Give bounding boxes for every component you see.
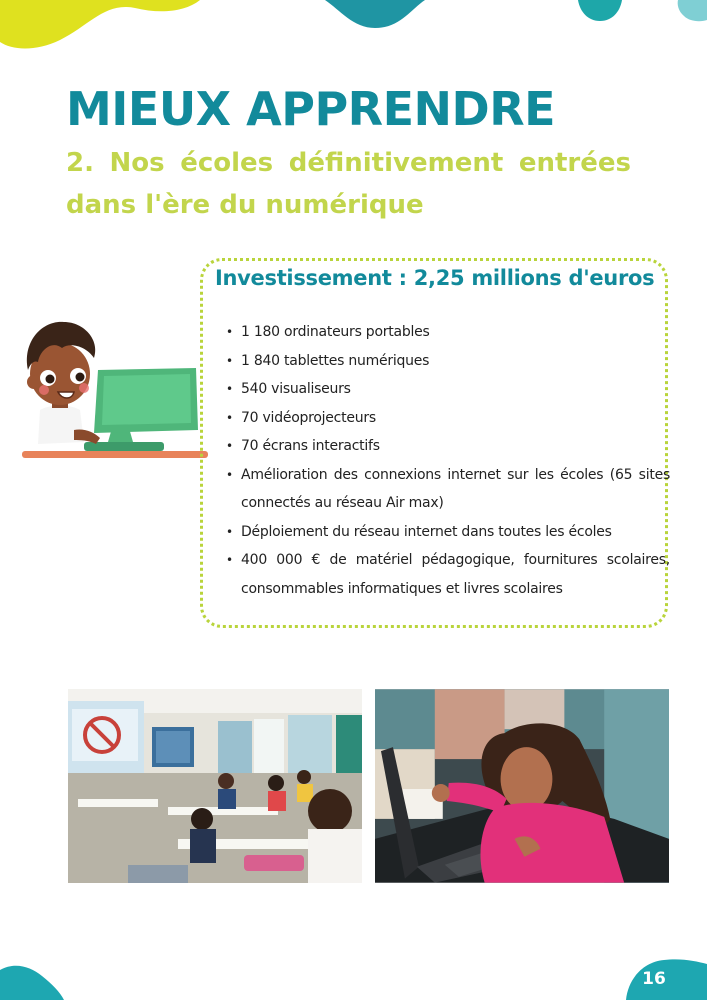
page-title: MIEUX APPRENDRE [66, 82, 556, 136]
top-teal-blob [325, 0, 425, 30]
child-at-computer-illustration [14, 312, 210, 462]
top-right-teal-dot [578, 0, 622, 22]
girl-using-laptop-photo [375, 689, 669, 883]
bottom-left-teal-blob [0, 962, 64, 1000]
top-left-yellow-blob [0, 0, 200, 52]
list-item: • 1 840 tablettes numériques [222, 347, 670, 376]
list-item: • Amélioration des connexions internet sur les écoles (65 sites connectés au réseau Air max) [222, 461, 670, 518]
classroom-photo [68, 689, 362, 883]
list-item: • 400 000 € de matériel pédagogique, fournitures scolaires, consommables informatiques et livres scolaires [222, 546, 670, 603]
list-item: • 1 180 ordinateurs portables [222, 318, 670, 347]
page-subtitle: 2. Nos écoles définitivement entrées dans l'ère du numérique [66, 148, 631, 220]
page-number: 16 [642, 969, 666, 989]
list-item: • 70 vidéoprojecteurs [222, 404, 670, 433]
list-item: • 540 visualiseurs [222, 375, 670, 404]
list-item: • Déploiement du réseau internet dans toutes les écoles [222, 518, 670, 547]
investment-list [222, 318, 670, 603]
top-right-light-dot [674, 0, 707, 22]
list-item: • 70 écrans interactifs [222, 432, 670, 461]
investment-heading: Investissement : 2,25 millions d'euros [215, 266, 655, 290]
